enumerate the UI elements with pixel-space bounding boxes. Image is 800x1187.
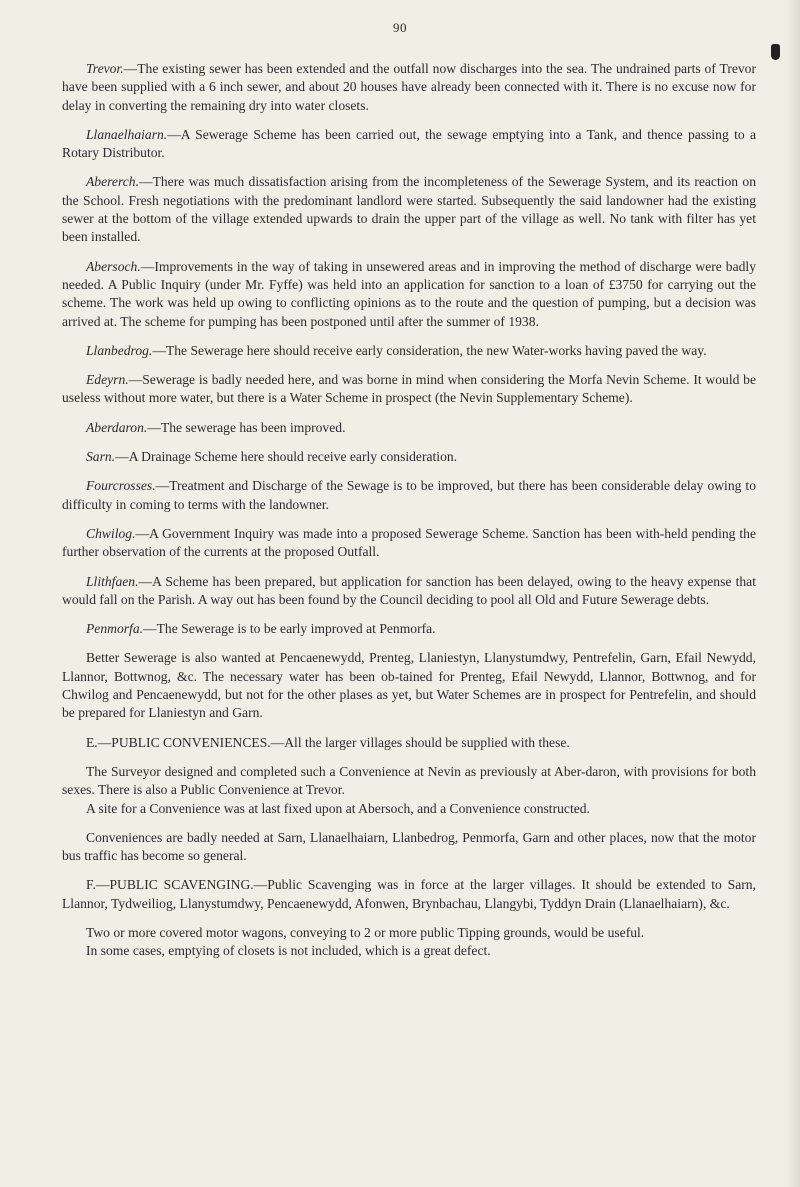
paragraph-text: The Surveyor designed and completed such a Convenience at Nevin as previously at Aber-daron, with provisions for both sexes. There is also a Public Convenience at Trevor. [62, 763, 756, 798]
paragraph [62, 126, 756, 163]
paragraph [62, 763, 756, 800]
paragraph-text: —A Scheme has been prepared, but application for sanction has been delayed, owing to the heavy expense that would fall on the Parish. A way out has been found by the Council deciding to pool all Old and Future Sewerage debts. [62, 573, 756, 607]
paragraph [62, 448, 756, 466]
paragraph [62, 829, 756, 866]
place-name: Aberdaron. [86, 419, 148, 435]
paragraph [62, 371, 756, 408]
paragraph-text: In some cases, emptying of closets is not included, which is a great defect. [86, 943, 491, 959]
paragraph [62, 573, 756, 610]
place-name: Llanaelhaiarn. [86, 126, 168, 142]
paragraph-text: —Sewerage is badly needed here, and was borne in mind when considering the Morfa Nevin Scheme. It would be useless without more water, but there is a Water Scheme in prospect (the Nevin Supplementary Scheme). [62, 372, 756, 406]
paragraph [62, 419, 756, 437]
place-name: Abersoch. [86, 258, 141, 274]
paragraph [62, 942, 756, 960]
paragraph-text: Two or more covered motor wagons, conveying to 2 or more public Tipping grounds, would be useful. [86, 924, 645, 940]
paragraph [62, 173, 756, 246]
paragraph [62, 924, 756, 942]
paragraph-text: —The sewerage has been improved. [147, 419, 346, 435]
paragraph [62, 477, 756, 514]
paragraph [62, 525, 756, 562]
paragraph [62, 800, 756, 818]
report-body [62, 60, 756, 972]
paragraph-text: Better Sewerage is also wanted at Pencaenewydd, Prenteg, Llaniestyn, Llanystumdwy, Pentrefelin, Garn, Efail Newydd, Llannor, Bottwnog, &c. The necessary water has been ob-tained for Prenteg, Efail Newydd, Llannor, Bottwnog, and for Chwilog and Pencaenewydd, but not for the other plases as yet, but Water Schemes are in prospect for Pentrefelin, and should be prepared for Llaniestyn and Garn. [62, 650, 756, 721]
page-number: 90 [393, 20, 407, 35]
place-name: Llithfaen. [86, 573, 139, 589]
place-name: Llanbedrog. [86, 342, 153, 358]
binding-mark [771, 44, 780, 60]
place-name: Trevor. [86, 61, 124, 76]
paragraph [62, 342, 756, 360]
place-name: Abererch. [86, 174, 139, 190]
place-name: Chwilog. [86, 525, 136, 541]
paragraph [62, 734, 756, 752]
place-name: Penmorfa. [86, 621, 144, 637]
paragraph [62, 620, 756, 638]
place-name: Sarn. [86, 449, 116, 465]
paragraph-text: E.—PUBLIC CONVENIENCES.—All the larger villages should be supplied with these. [86, 734, 570, 750]
page-edge-shadow [786, 0, 800, 1187]
paragraph-text: —Improvements in the way of taking in unsewered areas and in improving the method of discharge were badly needed. A Public Inquiry (under Mr. Fyffe) was held into an application for sanction to a loan of £3750 for carrying out the scheme. The work was held up owing to conflicting opinions as to the route and the question of pumping, but a decision was arrived at. The scheme for pumping has been postponed until after the summer of 1938. [62, 258, 756, 329]
paragraph [62, 649, 756, 722]
paragraph-text: A site for a Convenience was at last fixed upon at Abersoch, and a Convenience constructed. [86, 800, 590, 816]
paragraph-text: —A Government Inquiry was made into a proposed Sewerage Scheme. Sanction has been with-held pending the further observation of the currents at the proposed Outfall. [62, 525, 756, 560]
place-name: Fourcrosses. [86, 478, 156, 494]
paragraph-text: —There was much dissatisfaction arising from the incompleteness of the Sewerage System, and its reaction on the School. Fresh negotiations with the predominant landlord were started. Subsequently the said landowner had the existing sewer at the bottom of the village extended upwards to drain the upper part of the village as well. No tank with filter has yet been installed. [62, 174, 756, 245]
paragraph-text: Conveniences are badly needed at Sarn, Llanaelhaiarn, Llanbedrog, Penmorfa, Garn and other places, now that the motor bus traffic has become so general. [62, 829, 756, 864]
paragraph [62, 60, 756, 115]
paragraph [62, 876, 756, 913]
paragraph-text: —A Sewerage Scheme has been carried out, the sewage emptying into a Tank, and thence passing to a Rotary Distributor. [62, 126, 756, 161]
paragraph-text: F.—PUBLIC SCAVENGING.—Public Scavenging was in force at the larger villages. It should be extended to Sarn, Llannor, Tydweiliog, Llanystumdwy, Pencaenewydd, Afonwen, Brynbachau, Llangybi, Tyddyn Drain (Llanaelhaiarn), &c. [62, 877, 756, 911]
paragraph-text: —The Sewerage here should receive early consideration, the new Water-works having paved the way. [152, 342, 707, 358]
paragraph-text: —A Drainage Scheme here should receive early consideration. [115, 449, 458, 465]
paragraph-text: —Treatment and Discharge of the Sewage is to be improved, but there has been considerable delay owing to difficulty in coming to terms with the landowner. [62, 478, 756, 512]
paragraph-text: —The existing sewer has been extended and the outfall now discharges into the sea. The undrained parts of Trevor have been supplied with a 6 inch sewer, and about 20 houses have already been connected with it. There is no excuse now for delay in converting the remaining dry into water closets. [62, 61, 756, 113]
paragraph [62, 258, 756, 331]
paragraph-text: —The Sewerage is to be early improved at Penmorfa. [143, 621, 436, 637]
place-name: Edeyrn. [86, 372, 129, 388]
